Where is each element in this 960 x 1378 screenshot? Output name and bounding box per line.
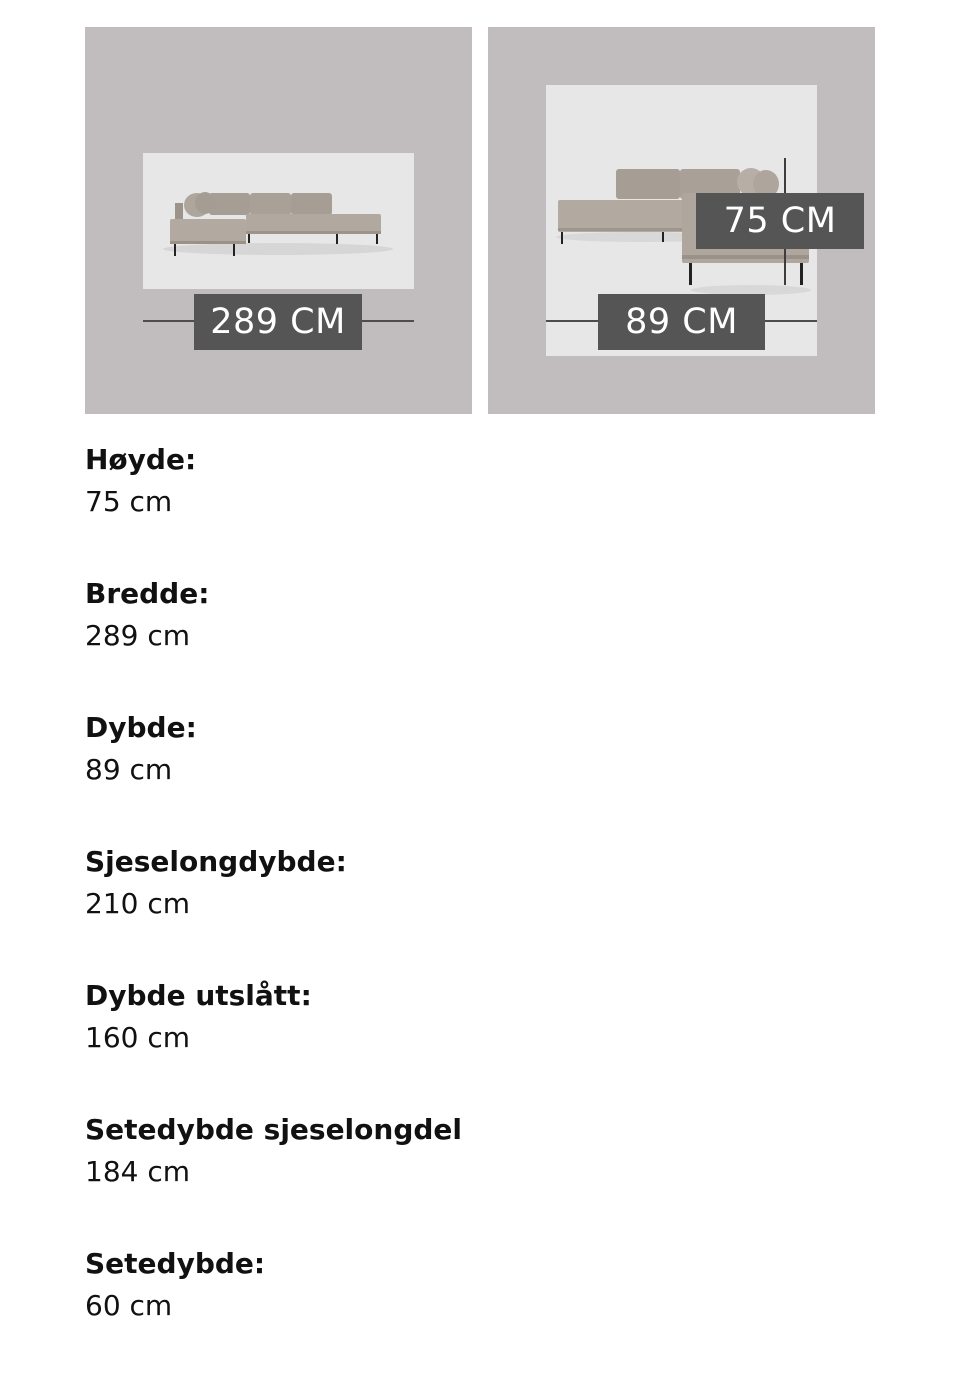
spec-value: 60 cm	[85, 1289, 173, 1322]
spec-label: Setedybde:	[85, 1247, 266, 1280]
spec-value: 89 cm	[85, 753, 173, 786]
spec-item-width	[85, 574, 462, 708]
spec-label: Dybde:	[85, 711, 197, 744]
sofa-photo-front	[143, 153, 414, 289]
spec-list	[85, 440, 462, 1378]
spec-item-chaise-seat-depth	[85, 1110, 462, 1244]
spec-item-depth	[85, 708, 462, 842]
spec-label: Sjeselongdybde:	[85, 845, 347, 878]
spec-label: Bredde:	[85, 577, 210, 610]
depth-dimension-label: 89 CM	[598, 294, 765, 350]
height-dimension-label: 75 CM	[696, 193, 864, 249]
spec-item-seat-depth	[85, 1244, 462, 1378]
product-image-depth-height[interactable]	[488, 27, 875, 414]
width-dimension-label: 289 CM	[194, 294, 362, 350]
spec-label: Setedybde sjeselongdel	[85, 1113, 463, 1146]
sofa-front-illustration	[143, 153, 414, 289]
spec-value: 210 cm	[85, 887, 191, 920]
spec-value: 289 cm	[85, 619, 191, 652]
spec-item-height	[85, 440, 462, 574]
spec-value: 160 cm	[85, 1021, 191, 1054]
product-image-width[interactable]	[85, 27, 472, 414]
spec-value: 75 cm	[85, 485, 173, 518]
spec-label: Høyde:	[85, 443, 197, 476]
spec-item-chaise-depth	[85, 842, 462, 976]
spec-label: Dybde utslått:	[85, 979, 312, 1012]
spec-value: 184 cm	[85, 1155, 191, 1188]
spec-item-depth-extended	[85, 976, 462, 1110]
